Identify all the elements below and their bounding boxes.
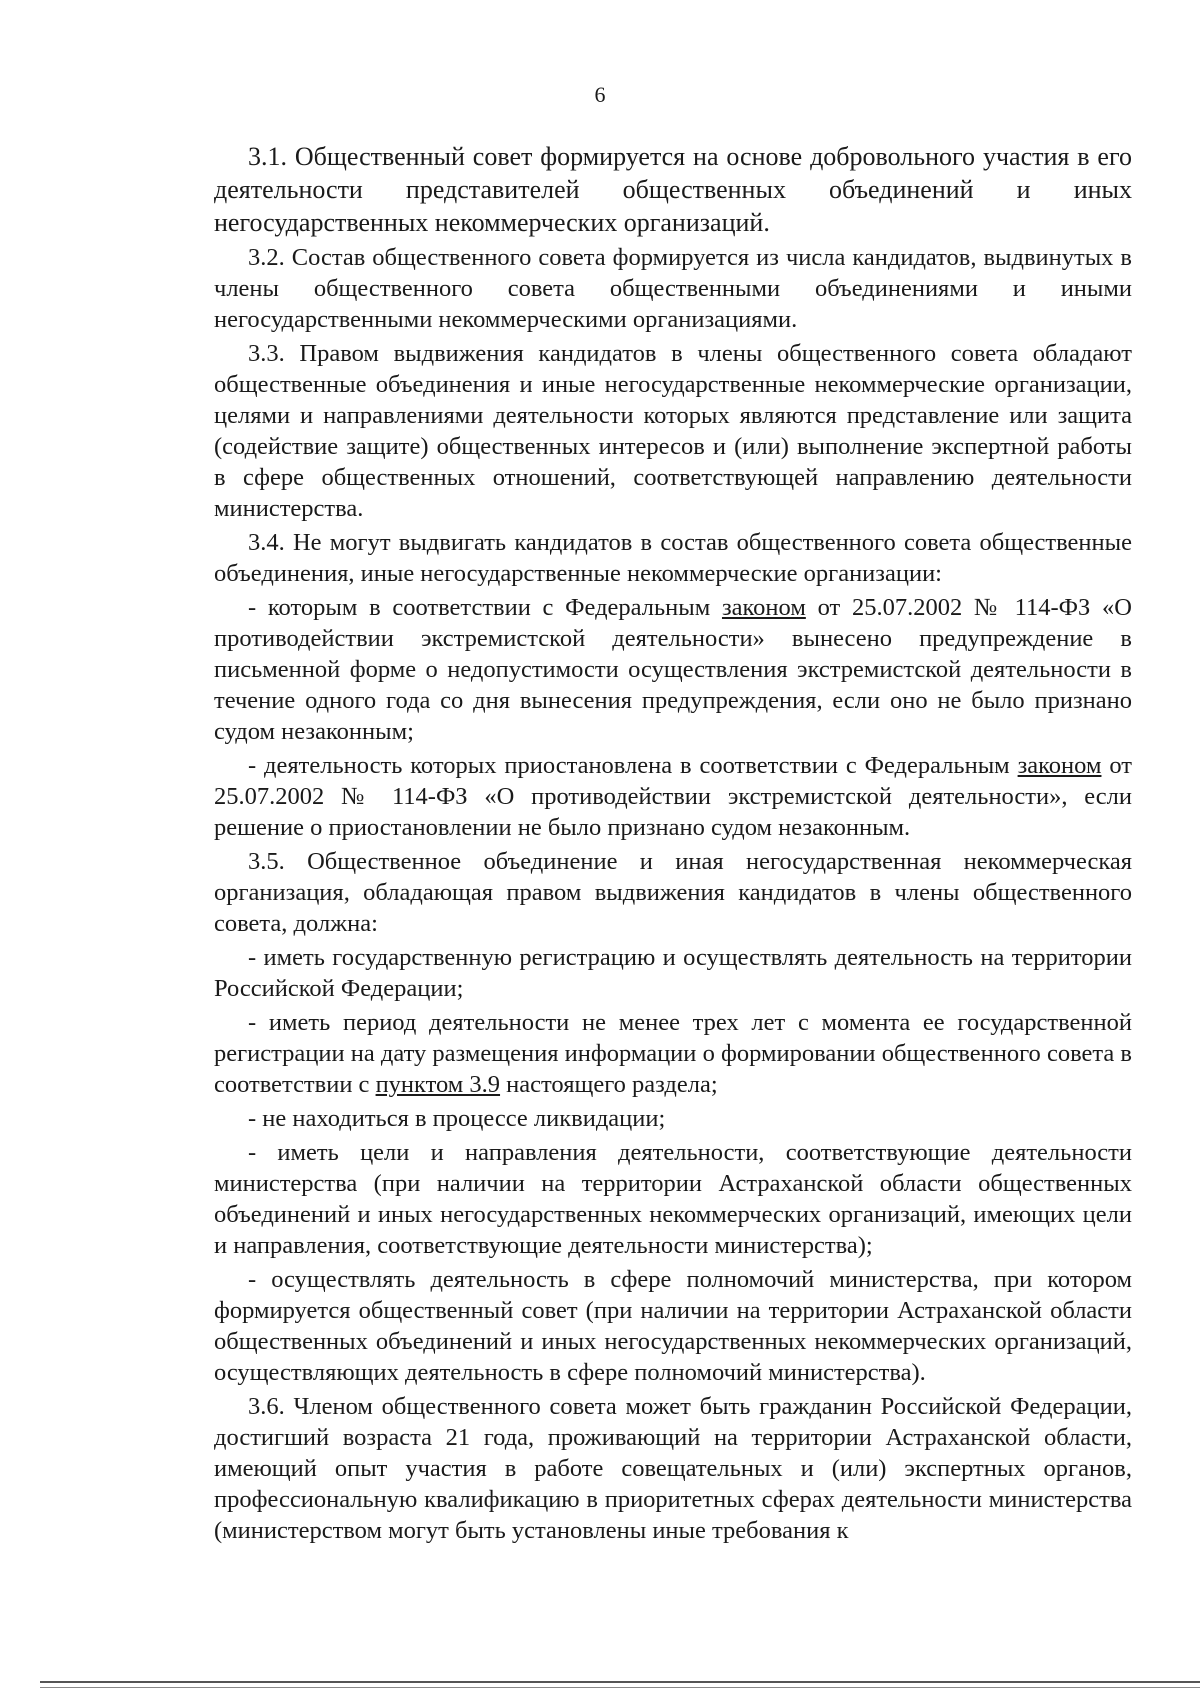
list-item-registration: - иметь государственную регистрацию и осуществлять деятельность на территории Российской Федерации; xyxy=(214,944,1132,1002)
law-link[interactable]: законом xyxy=(1017,752,1102,779)
text-fragment: от 25.07.2002 № 114-ФЗ «О противодействии экстремистской деятельности», если решение о приостановлении не было признано судом незаконным. xyxy=(214,752,1133,841)
text-fragment: - деятельность которых приостановлена в соответствии с Федеральным xyxy=(248,752,1018,779)
law-link[interactable]: законом xyxy=(721,594,806,621)
text-fragment: - иметь период деятельности не менее трех лет с момента ее государственной регистрации на дату размещения информации о формировании общественного совета в соответствии с xyxy=(214,1009,1132,1098)
list-item-not-liquidating: - не находиться в процессе ликвидации; xyxy=(248,1105,666,1132)
paragraph-3-3: 3.3. Правом выдвижения кандидатов в члены общественного совета обладают общественные объединения и иные негосударственные некоммерческие организации, целями и направлениями деятельности которых являются представление или защита (содействие защите) общественных интересов и (или) выполнение экспертной работы в сфере общественных отношений, соответствующей направлению деятельности министерства. xyxy=(214,340,1132,522)
list-item-activity-period xyxy=(214,1007,1132,1100)
list-item-suspended-activity xyxy=(214,750,1132,843)
list-item-extremism-warning xyxy=(214,592,1132,747)
text-fragment: - которым в соответствии с Федеральным xyxy=(248,594,722,621)
paragraph-3-5: 3.5. Общественное объединение и иная негосударственная некоммерческая организация, обладающая правом выдвижения кандидатов в члены общественного совета, должна: xyxy=(214,848,1132,937)
text-fragment: от 25.07.2002 № 114-ФЗ «О противодействии экстремистской деятельности» вынесено предупреждение в письменной форме о недопустимости осуществления экстремистской деятельности в течение одного года со дня вынесения предупреждения, если оно не было признано судом незаконным; xyxy=(214,594,1132,745)
page-number: 6 xyxy=(594,82,606,107)
clause-link[interactable]: пунктом 3.9 xyxy=(375,1071,501,1098)
list-item-competence: - осуществлять деятельность в сфере полномочий министерства, при котором формируется общественный совет (при наличии на территории Астраханской области общественных объединений и иных негосударственных некоммерческих организаций, осуществляющих деятельность в сфере полномочий министерства). xyxy=(214,1266,1132,1386)
paragraph-3-6: 3.6. Членом общественного совета может быть гражданин Российской Федерации, достигший возраста 21 года, проживающий на территории Астраханской области, имеющий опыт участия в работе совещательных и (или) экспертных органов, профессиональную квалификацию в приоритетных сферах деятельности министерства (министерством могут быть установлены иные требования к xyxy=(214,1393,1132,1544)
scan-edge-line xyxy=(40,1681,1200,1683)
paragraph-3-1: 3.1. Общественный совет формируется на основе добровольного участия в его деятельности представителей общественных объединений и иных негосударственных некоммерческих организаций. xyxy=(214,142,1132,237)
document-body xyxy=(214,140,1132,1549)
text-fragment: настоящего раздела; xyxy=(500,1071,718,1098)
paragraph-3-2: 3.2. Состав общественного совета формируется из числа кандидатов, выдвинутых в члены общественного совета общественными объединениями и иными негосударственными некоммерческими организациями. xyxy=(214,244,1132,333)
list-item-goals: - иметь цели и направления деятельности, соответствующие деятельности министерства (при наличии на территории Астраханской области общественных объединений и иных негосударственных некоммерческих организаций, имеющих цели и направления, соответствующие деятельности министерства); xyxy=(214,1139,1132,1259)
scan-edge-line xyxy=(40,1687,1200,1688)
paragraph-3-4: 3.4. Не могут выдвигать кандидатов в состав общественного совета общественные объединения, иные негосударственные некоммерческие организации: xyxy=(214,529,1132,587)
